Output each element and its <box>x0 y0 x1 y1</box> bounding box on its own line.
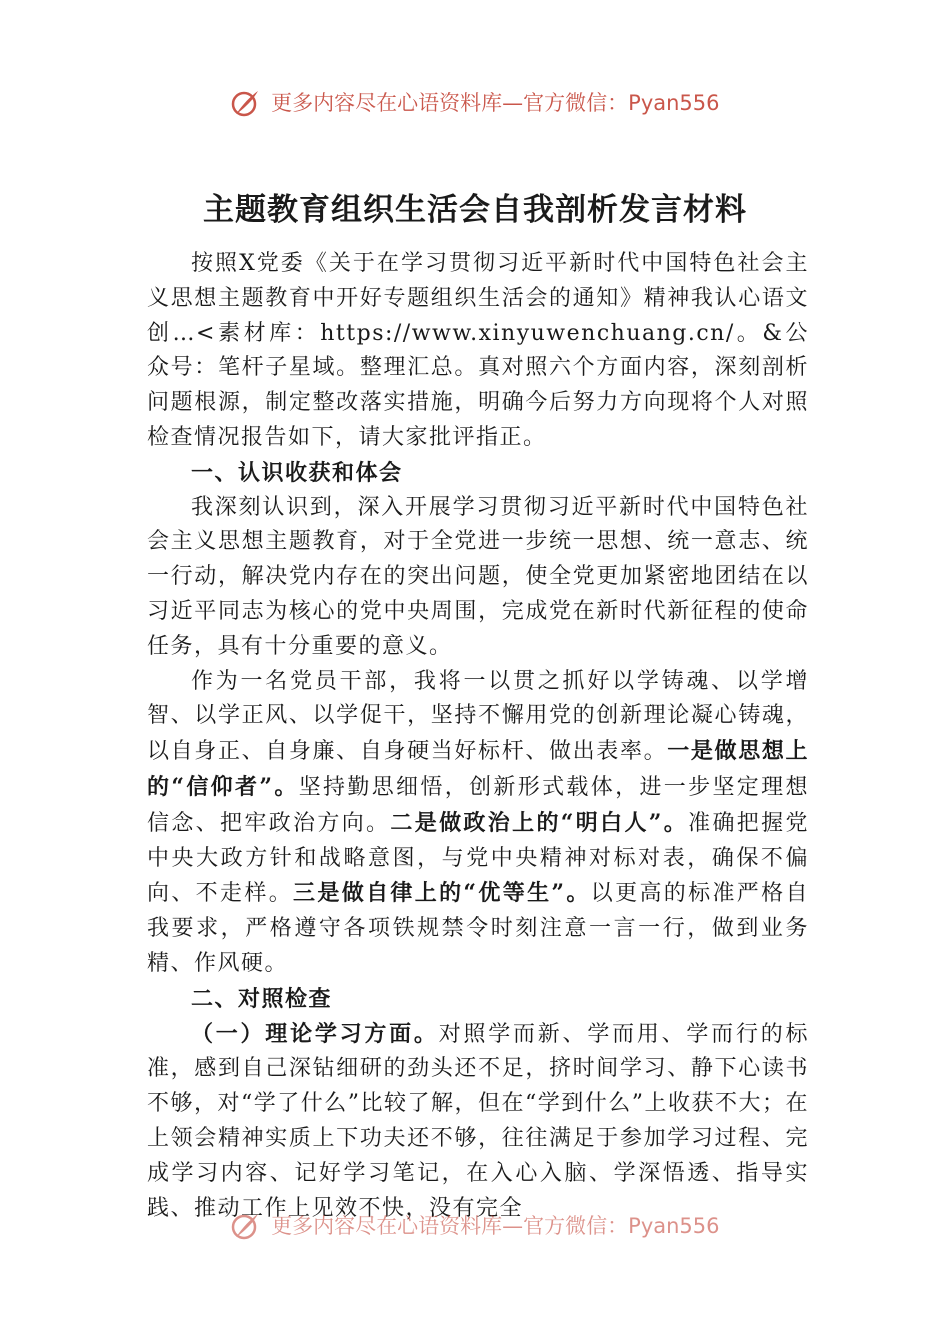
watermark-header <box>0 88 950 118</box>
section-heading-2: 二、对照检查 <box>191 985 333 1012</box>
subsection-label-1: （一）理论学习方面。 <box>191 1020 439 1047</box>
section1-paragraph-1: 我深刻认识到，深入开展学习贯彻习近平新时代中国特色社会主义思想主题教育，对于全党进一步统一思想、统一意志、统一行动，解决党内存在的突出问题，使全党更加紧密地团结在以习近平同志为核心的党中央周围，完成党在新时代新征程的使命任务，具有十分重要的意义。 <box>147 494 809 659</box>
point-heading-1: 一是做思想上的“信仰者”。 <box>147 738 809 800</box>
watermark-text: 更多内容尽在心语资料库—官方微信：Pyan556 <box>271 91 720 115</box>
point-text-3: 以更高的标准严格自我要求，严格遵守各项铁规禁令时刻注意一言一行，做到业务精、作风硬。 <box>147 881 809 976</box>
document-body <box>147 247 809 1226</box>
intro-paragraph: 按照X党委《关于在学习贯彻习近平新时代中国特色社会主义思想主题教育中开好专题组织生活会的通知》精神我认心语文创…<素材库：https://www.xinyuwenchuang.cn/。&公众号：笔杆子星域。整理汇总。真对照六个方面内容，深刻剖析问题根源，制定整改落实措施，明确今后努力方向现将个人对照检查情况报告如下，请大家批评指正。 <box>147 251 809 450</box>
document-title: 主题教育组织生活会自我剖析发言材料 <box>203 192 747 228</box>
watermark-text: 更多内容尽在心语资料库—官方微信：Pyan556 <box>271 1214 720 1238</box>
quill-logo-icon <box>230 1211 260 1241</box>
point-heading-3: 三是做自律上的“优等生”。 <box>293 880 591 907</box>
section-heading-1: 一、认识收获和体会 <box>191 459 403 486</box>
section2-paragraph-1 <box>147 1017 809 1227</box>
point-heading-2: 二是做政治上的“明白人”。 <box>390 809 689 836</box>
section1-paragraph-2 <box>147 665 809 982</box>
point-text-1: 坚持勤思细悟，创新形式载体，进一步坚定理想信念、把牢政治方向。 <box>147 774 809 836</box>
point-text-2: 准确把握党中央大政方针和战略意图，与党中央精神对标对表，确保不偏向、不走样。 <box>147 810 809 907</box>
watermark-footer <box>0 1211 950 1241</box>
paragraph-lead: 作为一名党员干部，我将一以贯之抓好以学铸魂、以学增智、以学正风、以学促干，坚持不懈用党的创新理论凝心铸魂，以自身正、自身廉、自身硬当好标杆、做出表率。 <box>147 668 809 765</box>
subsection-text-1: 对照学而新、学而用、学而行的标准，感到自己深钻细研的劲头还不足，挤时间学习、静下心读书不够，对“学了什么”比较了解，但在“学到什么”上收获不大；在上领会精神实质上下功夫还不够，往往满足于参加学习过程、完成学习内容、记好学习笔记，在入心入脑、学深悟透、指导实践、推动工作上见效不快，没有完全 <box>147 1021 809 1221</box>
quill-logo-icon <box>230 88 260 118</box>
